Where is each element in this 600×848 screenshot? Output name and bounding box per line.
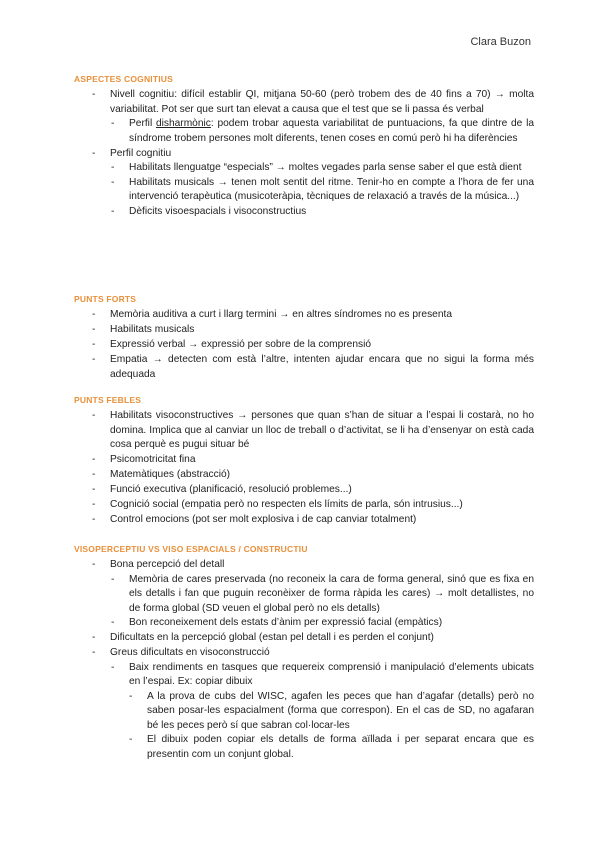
list-item: [110, 88, 534, 146]
section-punts-forts: [74, 293, 534, 383]
list-item: - A la prova de cubs del WISC, agafen les peces que han d’agafar (detalls) però no saben posar-les espacialment (forma que correspon). En el cas de SD, no agafaran bé les peces però sí que sabran col·locar-les: [147, 690, 534, 734]
bullet-list: [74, 88, 534, 219]
sub-list: [110, 573, 534, 631]
author-name: Clara Buzon: [470, 36, 531, 48]
list-item: - Control emocions (pot ser molt explosiva i de cap canviar totalment): [110, 513, 534, 528]
list-item: - Habilitats musicals → tenen molt sentit del ritme. Tenir-ho en compte a l’hora de fer una intervenció terapèutica (musicoteràpia, tècniques de relaxació a través de la música...): [129, 176, 534, 205]
list-item: - Empatia → detecten com està l’altre, intenten ajudar encara que no sigui la forma més adequada: [110, 353, 534, 382]
list-item: - Memòria auditiva a curt i llarg termini → en altres síndromes no es presenta: [110, 308, 534, 323]
list-item: [110, 147, 534, 220]
item-text: : podem trobar aquesta variabilitat de puntuacions, fa que dintre de la síndrome trobem persones molt diferents, tenen coses en comú però hi ha diferències: [129, 118, 535, 144]
sub-list: [110, 161, 534, 219]
list-item: - Memòria de cares preservada (no reconeix la cara de forma general, sinó que es fixa en els detalls i fan que puguin reconèixer de forma ràpida les cares) → molt detallistes, no de forma global (SD veuen el global però no els detalls): [129, 573, 534, 617]
list-item: - Expressió verbal → expressió per sobre de la comprensió: [110, 338, 534, 353]
list-item: - Habilitats llenguatge “especials” → moltes vegades parla sense saber el que està dient: [129, 161, 534, 176]
sub-list: [110, 661, 534, 763]
bullet-list: [74, 409, 534, 528]
list-item: - Psicomotricitat fina: [110, 453, 534, 468]
underlined-term: disharmònic: [155, 118, 211, 129]
section-heading: VISOPERCEPTIU VS VISO ESPACIALS / CONSTRUCTIU: [74, 544, 308, 554]
list-item: - Habilitats visoconstructives → persones que quan s’han de situar a l’espai li costarà, no ho domina. Implica que al canviar un lloc de treball o d’activitat, se li ha d’ensenyar on està cada cosa perquè es pugui situar bé: [110, 409, 534, 453]
list-item: - Habilitats musicals: [110, 323, 534, 338]
item-text: Nivell cognitiu: difícil establir QI, mitjana 50-60 (però trobem des de 40 fins a 70) → molta variabilitat. Pot ser que surt tan elevat a causa que el test que se li passa és verbal: [110, 89, 534, 115]
list-item: [129, 117, 534, 146]
section-visoperceptiu: [74, 543, 534, 763]
section-heading: ASPECTES COGNITIUS: [74, 74, 174, 84]
sub-sub-list: [129, 690, 534, 763]
list-item: - Funció executiva (planificació, resolució problemes...): [110, 483, 534, 498]
section-aspectes-cognitius: [74, 73, 534, 220]
list-item: - Dificultats en la percepció global (estan pel detall i es perden el conjunt): [110, 631, 534, 646]
bullet-list: [74, 308, 534, 382]
section-heading: PUNTS FORTS: [74, 294, 137, 304]
list-item: - Bon reconeixement dels estats d’ànim per expressió facial (empàtics): [129, 616, 534, 631]
list-item: [110, 646, 534, 762]
bullet-list: [74, 558, 534, 762]
list-item: - El dibuix poden copiar els detalls de forma aïllada i per separat encara que es presentin com un conjunt global.: [147, 733, 534, 762]
sub-list: [110, 117, 534, 146]
list-item: - Matemàtiques (abstracció): [110, 468, 534, 483]
item-text: Greus dificultats en visoconstrucció: [110, 647, 270, 658]
item-text: Baix rendiments en tasques que requereix comprensió i manipulació d’elements ubicats en l’espai. Ex: copiar dibuix: [129, 661, 534, 687]
item-text: Perfil: [129, 118, 156, 129]
list-item: [110, 558, 534, 631]
item-text: Perfil cognitiu: [110, 147, 172, 159]
section-punts-febles: [74, 394, 534, 528]
list-item: - Dèficits visoespacials i visoconstructius: [129, 205, 534, 220]
section-heading: PUNTS FEBLES: [74, 395, 142, 405]
item-text: Bona percepció del detall: [110, 559, 225, 570]
list-item: - Cognició social (empatia però no respecten els límits de parla, són intrusius...): [110, 498, 534, 513]
list-item: [129, 661, 534, 763]
